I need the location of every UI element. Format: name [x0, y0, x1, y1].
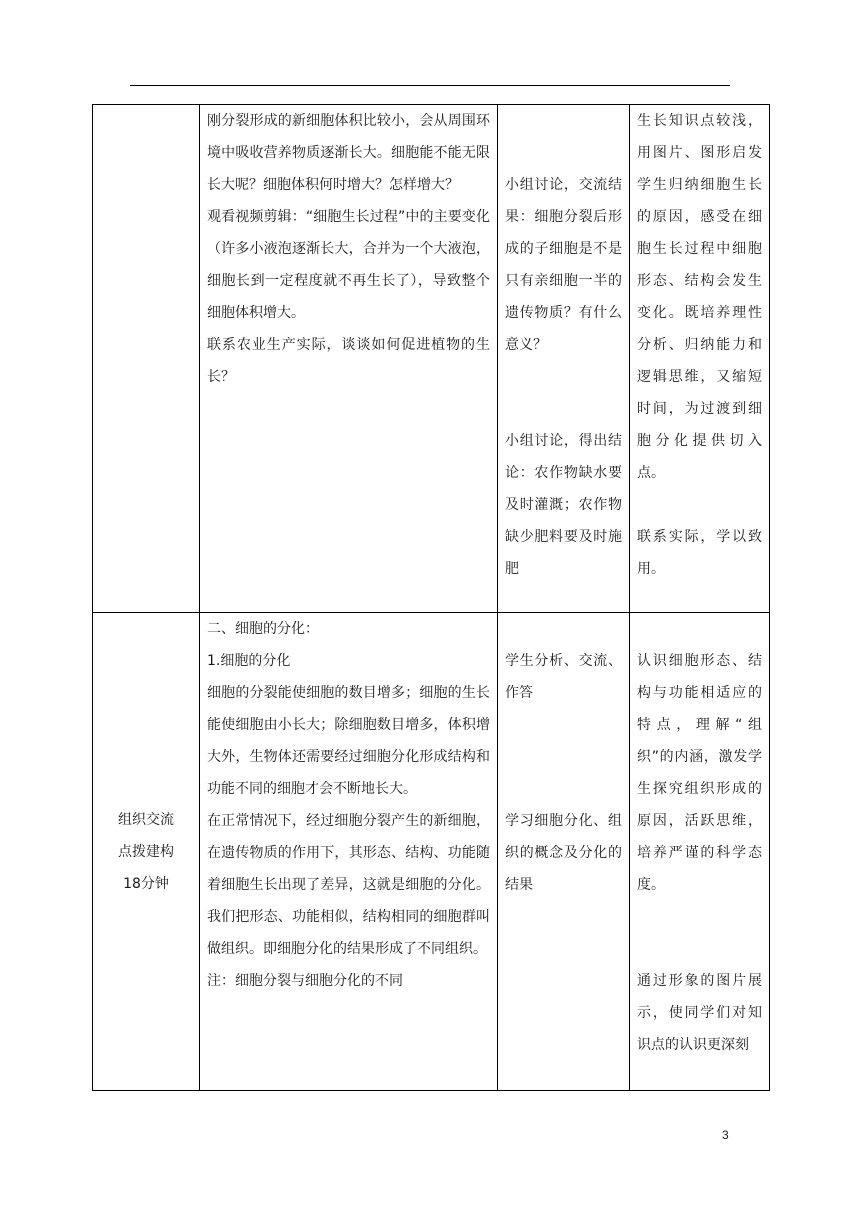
- stage-cell: [93, 105, 200, 613]
- note: 注：细胞分裂与细胞分化的不同: [207, 973, 403, 989]
- section-heading: 二、细胞的分化：: [207, 621, 319, 637]
- paragraph: 学生分析、交流、作答: [505, 653, 622, 701]
- paragraph: 通过形象的图片展示，使同学们对知识点的认识更深刻: [637, 973, 762, 1053]
- stage-cell: [93, 613, 200, 1091]
- student-activity-cell: [498, 105, 630, 613]
- student-activity-cell: [498, 613, 630, 1091]
- teaching-content-cell: [200, 105, 498, 613]
- design-intent-cell: [630, 613, 770, 1091]
- paragraph: 细胞的分裂能使细胞的数目增多；细胞的生长能使细胞由小长大；除细胞数目增多，体积增大外，生物体还需要经过细胞分化形成结构和功能不同的细胞才会不断地长大。: [207, 685, 490, 797]
- paragraph: 联系实际，学以致用。: [637, 529, 762, 577]
- stage-label: 组织交流: [118, 811, 174, 828]
- lesson-plan-table: [92, 104, 770, 1091]
- paragraph: 在正常情况下，经过细胞分裂产生的新细胞，在遗传物质的作用下，其形态、结构、功能随着细胞生长出现了差异，这就是细胞的分化。我们把形态、功能相似，结构相同的细胞群叫做组织。即细胞分化的结果形成了不同组织。: [207, 813, 490, 957]
- paragraph: 小组讨论，交流结果：细胞分裂后形成的子细胞是不是只有亲细胞一半的遗传物质？有什么意义？: [505, 177, 622, 353]
- paragraph: 认识细胞形态、结构与功能相适应的特点，理解“组织”的内涵，激发学生探究组织形成的原因，活跃思维，培养严谨的科学态度。: [637, 653, 762, 893]
- paragraph: 联系农业生产实际，谈谈如何促进植物的生长？: [207, 337, 490, 385]
- paragraph: 学习细胞分化、组织的概念及分化的结果: [505, 813, 622, 893]
- page-number: 3: [722, 1128, 729, 1142]
- paragraph: 生长知识点较浅，用图片、图形启发学生归纳细胞生长的原因，感受在细胞生长过程中细胞形态、结构会发生变化。既培养理性分析、归纳能力和逻辑思维，又缩短时间，为过渡到细胞分化提供切入点。: [637, 113, 762, 481]
- subsection-heading: 1.细胞的分化: [207, 653, 291, 669]
- stage-label: 点拨建构: [118, 843, 174, 860]
- paragraph: 刚分裂形成的新细胞体积比较小，会从周围环境中吸收营养物质逐渐长大。细胞能不能无限长大呢？细胞体积何时增大？怎样增大？: [207, 113, 490, 193]
- header-rule: [130, 85, 730, 86]
- table-row: [93, 613, 770, 1091]
- stage-duration: 18分钟: [123, 875, 169, 892]
- teaching-content-cell: [200, 613, 498, 1091]
- table-row: [93, 105, 770, 613]
- paragraph: 小组讨论，得出结论：农作物缺水要及时灌溉；农作物缺少肥料要及时施肥: [505, 433, 622, 577]
- paragraph: 观看视频剪辑：“细胞生长过程”中的主要变化（许多小液泡逐渐长大，合并为一个大液泡，细胞长到一定程度就不再生长了），导致整个细胞体积增大。: [207, 209, 490, 321]
- design-intent-cell: [630, 105, 770, 613]
